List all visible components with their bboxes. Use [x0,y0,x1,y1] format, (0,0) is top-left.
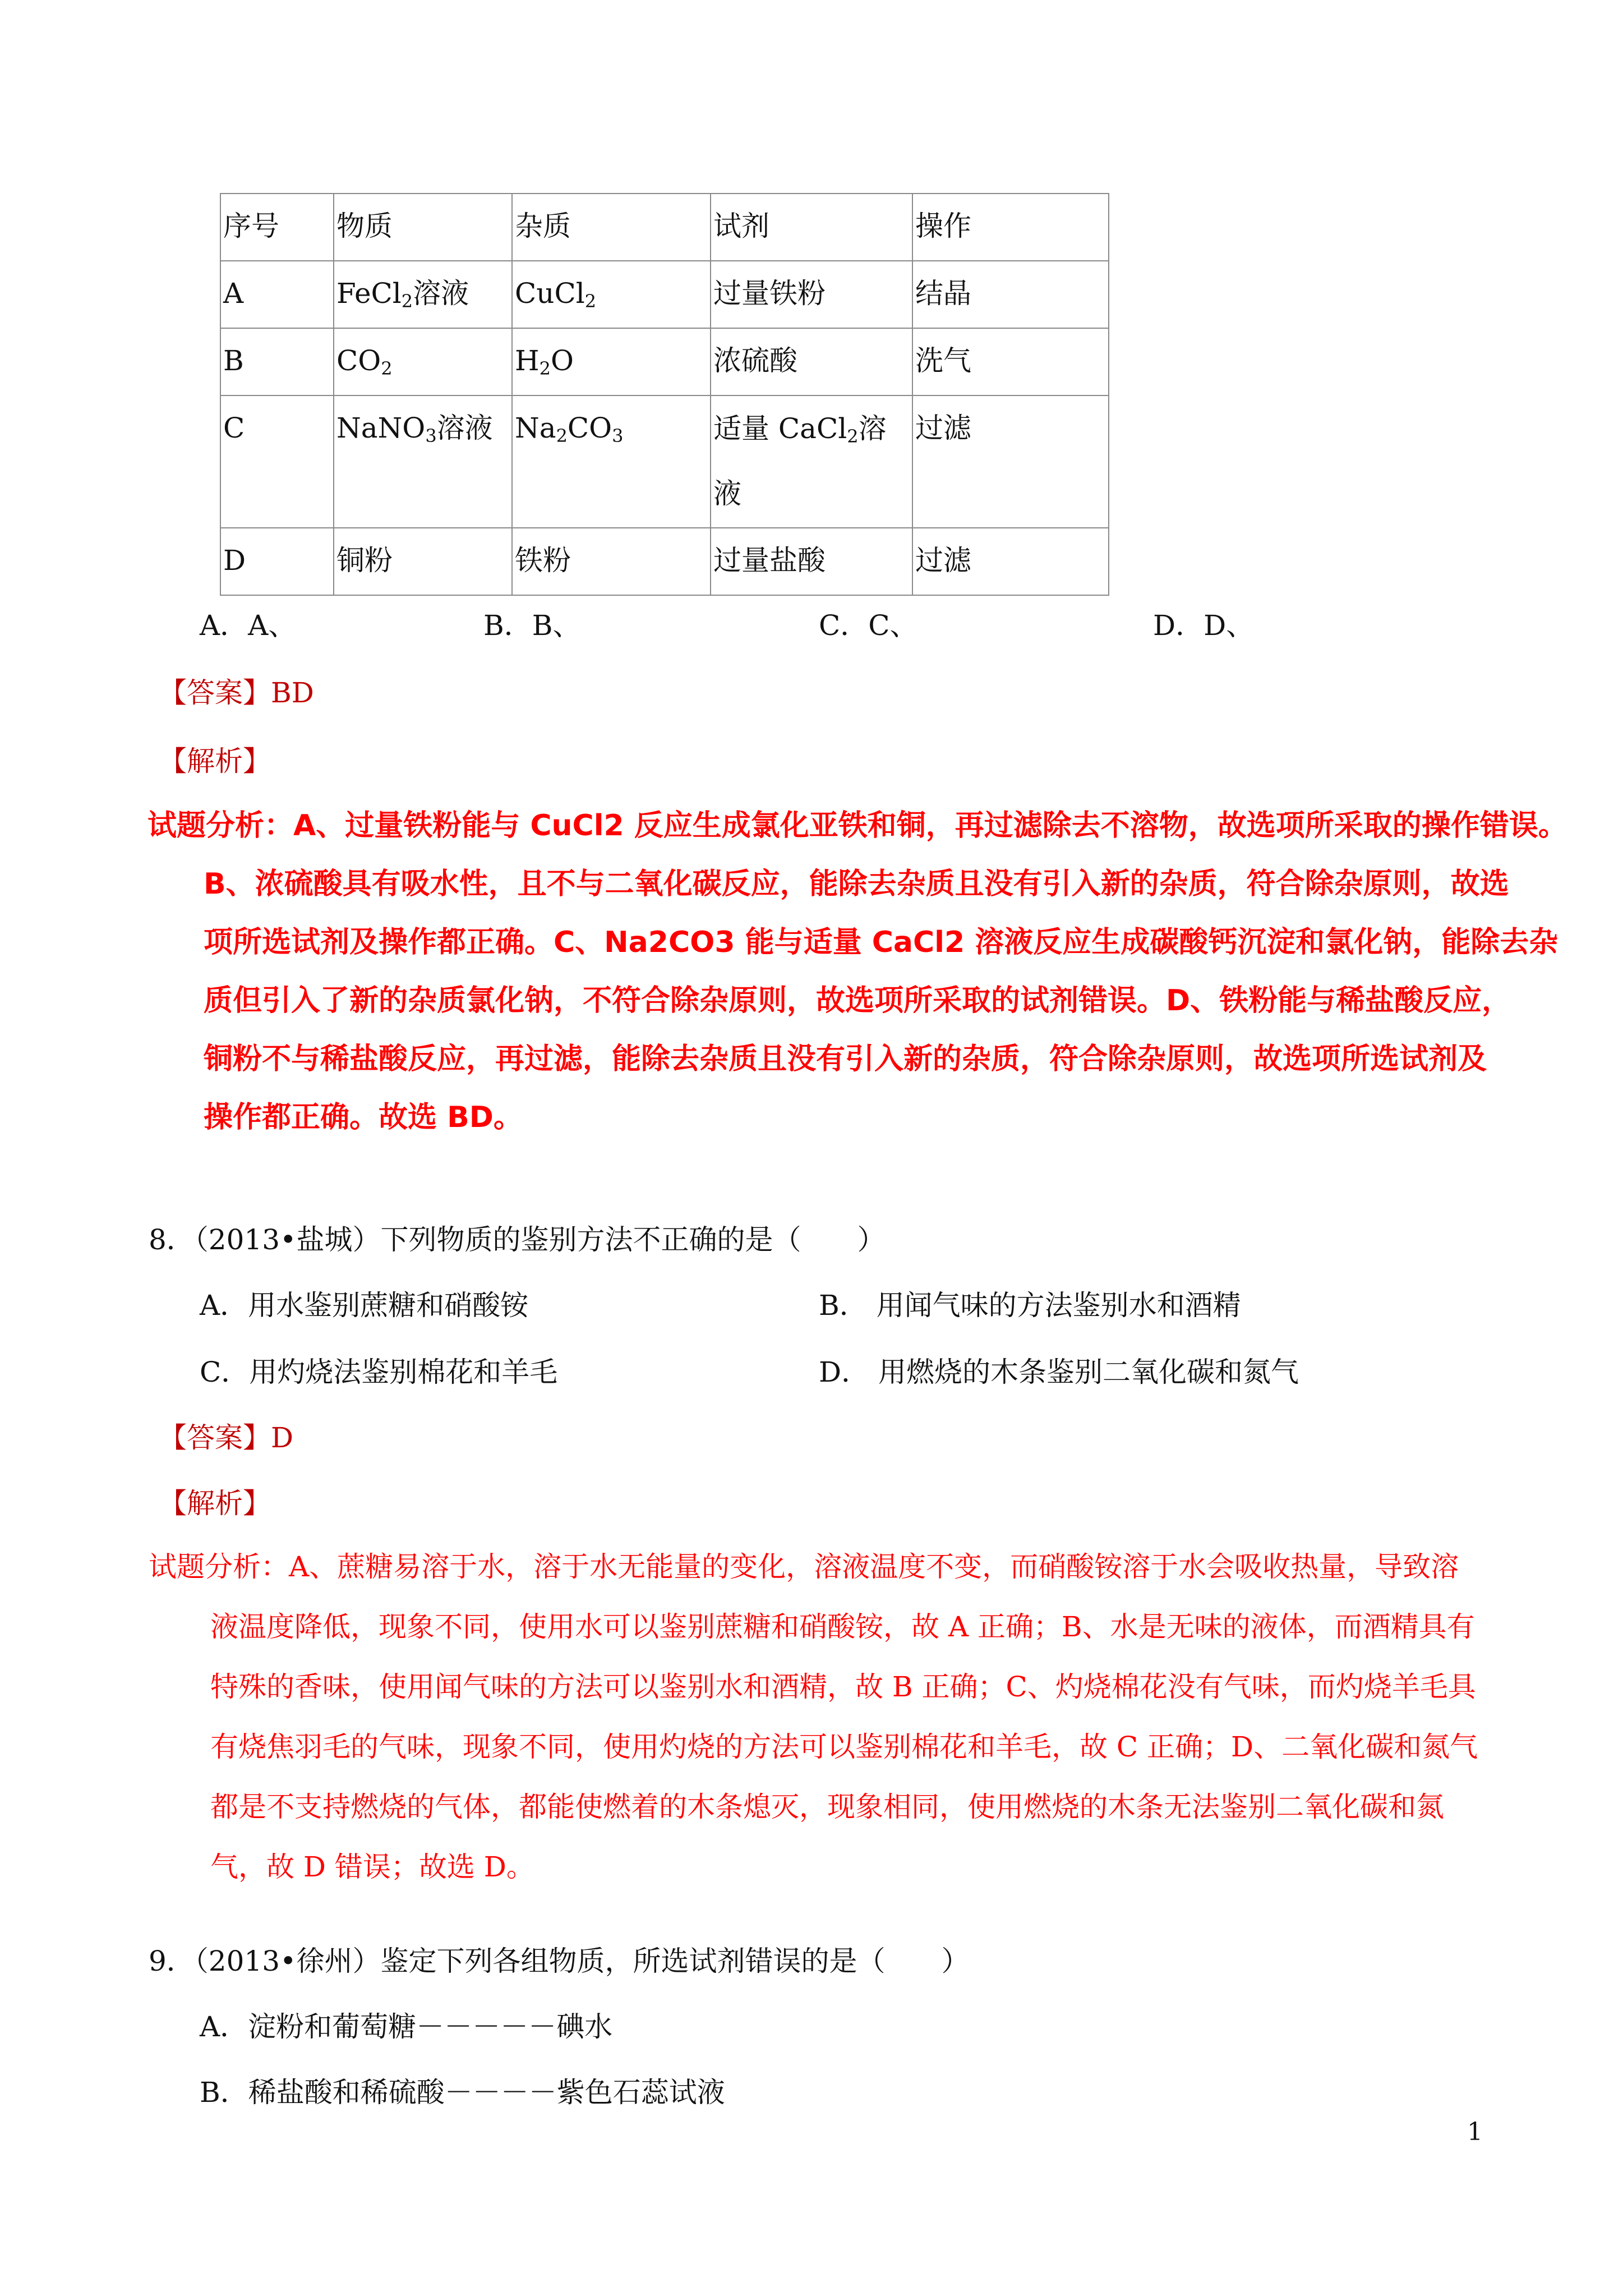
option-b: B．稀盐酸和稀硫酸－－－－紫色石蕊试液 [200,2076,725,2109]
table-cell: D [220,528,334,595]
question-9-stem: 9．（2013•徐州）鉴定下列各组物质，所选试剂错误的是（ ） [149,1945,970,1977]
analysis-line: 液温度降低，现象不同，使用水可以鉴别蔗糖和硝酸铵，故 A 正确；B、水是无味的液体，而酒精具有 [210,1611,1475,1643]
option-a: A．A、 [200,609,297,642]
analysis-line: 项所选试剂及操作都正确。C、Na2CO3 能与适量 CaCl2 溶液反应生成碳酸钙沉淀和氯化钠，能除去杂 [204,926,1559,959]
answer-value: BD [271,677,314,709]
table-header-cell: 物质 [334,194,512,261]
option-d: D．D、 [1153,609,1255,642]
table-cell: 结晶 [912,261,1109,328]
table-row [220,261,1109,328]
table-cell: 铁粉 [512,528,711,595]
analysis-text [149,1537,1478,1897]
page-number: 1 [1467,2118,1483,2146]
analysis-line: 试题分析：A、过量铁粉能与 CuCl2 反应生成氯化亚铁和铜，再过滤除去不溶物，故选项所采取的操作错误。 [147,809,1567,843]
table-cell: CuCl$_2$ [512,261,711,328]
option-b: B． 用闻气味的方法鉴别水和酒精 [819,1289,1241,1322]
table-cell: $H_2O$ [512,328,711,395]
option-c: C．C、 [819,609,918,642]
option-a: A．用水鉴别蔗糖和硝酸铵 [200,1289,529,1322]
analysis-line: 气，故 D 错误；故选 D。 [210,1851,534,1883]
table-row [220,395,1109,528]
table-row [220,328,1109,395]
answer-label: 【答案】D [159,1421,294,1454]
table-row [220,528,1109,595]
table-cell: A [220,261,334,328]
table-cell: B [220,328,334,395]
question-8-stem: 8．（2013•盐城）下列物质的鉴别方法不正确的是（ ） [149,1223,886,1256]
analysis-line: 质但引入了新的杂质氯化钠，不符合除杂原则，故选项所采取的试剂错误。D、铁粉能与稀盐酸反应， [204,984,1511,1018]
analysis-line: B、浓硫酸具有吸水性，且不与二氧化碳反应，能除去杂质且没有引入新的杂质，符合除杂原则，故选 [204,867,1509,901]
table-cell: 适量 CaCl$_2$溶 液 [711,395,912,528]
option-b: B．B、 [483,609,581,642]
table-cell: 洗气 [912,328,1109,395]
analysis-line: 试题分析：A、蔗糖易溶于水，溶于水无能量的变化，溶液温度不变，而硝酸铵溶于水会吸收热量，导致溶 [149,1550,1459,1583]
table-header-cell: 试剂 [711,194,912,261]
table-cell: 过滤 [912,395,1109,528]
table-cell: 浓硫酸 [711,328,912,395]
analysis-line: 特殊的香味，使用闻气味的方法可以鉴别水和酒精，故 B 正确；C、灼烧棉花没有气味，而灼烧羊毛具 [210,1671,1476,1703]
table-cell: NaNO$_3$溶液 [334,395,512,528]
table-header-row [220,194,1109,261]
table-cell: 过量盐酸 [711,528,912,595]
option-d: D． 用燃烧的木条鉴别二氧化碳和氮气 [819,1356,1299,1388]
analysis-line: 操作都正确。故选 BD。 [204,1101,523,1134]
answer-label: 【答案】BD [159,677,314,709]
table-header-cell: 操作 [912,194,1109,261]
option-a: A．淀粉和葡萄糖－－－－－碘水 [200,2010,613,2043]
analysis-text [147,797,1567,1147]
reagent-table [220,193,1109,596]
table-cell: $Na_2CO_3$ [512,395,711,528]
option-c: C．用灼烧法鉴别棉花和羊毛 [200,1356,558,1388]
table-header-cell: 杂质 [512,194,711,261]
analysis-line: 都是不支持燃烧的气体，都能使燃着的木条熄灭，现象相同，使用燃烧的木条无法鉴别二氧化碳和氮 [210,1791,1444,1823]
analysis-label: 【解析】 [159,1487,271,1520]
table-cell: 过滤 [912,528,1109,595]
analysis-line: 铜粉不与稀盐酸反应，再过滤，能除去杂质且没有引入新的杂质，符合除杂原则，故选项所选试剂及 [204,1042,1487,1076]
table-cell: $CO_2$ [334,328,512,395]
table-cell: 过量铁粉 [711,261,912,328]
answer-value: D [271,1421,294,1454]
table-cell: C [220,395,334,528]
analysis-line: 有烧焦羽毛的气味，现象不同，使用灼烧的方法可以鉴别棉花和羊毛，故 C 正确；D、二氧化碳和氮气 [210,1731,1478,1763]
table-cell: FeCl$_2$溶液 [334,261,512,328]
table-cell: 铜粉 [334,528,512,595]
table-header-cell: 序号 [220,194,334,261]
analysis-label: 【解析】 [159,745,271,777]
